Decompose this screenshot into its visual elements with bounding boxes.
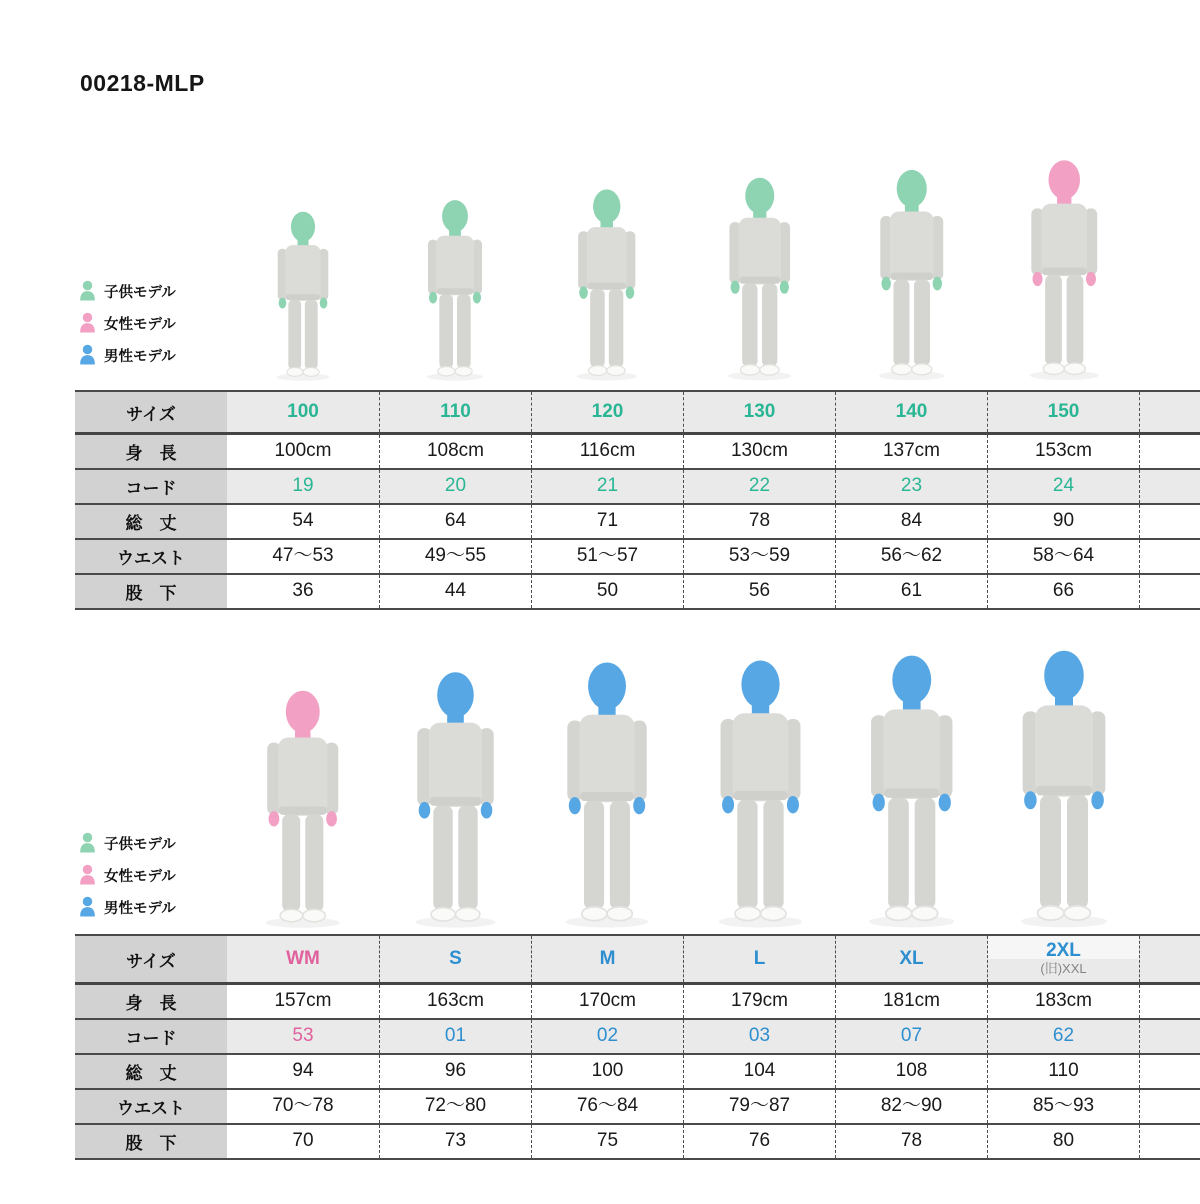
- cell-inseam-150: 66: [987, 575, 1139, 608]
- cell-code-150: 24: [987, 470, 1139, 503]
- cell-waist-L: 79〜87: [683, 1090, 835, 1123]
- size-value: 140: [895, 400, 928, 422]
- person-icon: [78, 343, 97, 367]
- model-figure-L: [691, 653, 830, 931]
- cell-code-2XL: 62: [987, 1020, 1139, 1053]
- size-value: L: [753, 947, 766, 969]
- person-icon: [78, 895, 97, 919]
- row-label-length: 総 丈: [75, 1055, 227, 1088]
- cell-size-M: [531, 936, 683, 982]
- model-figure-S: [389, 665, 522, 931]
- table-filler-cell: [1139, 985, 1200, 1018]
- cell-code-110: 20: [379, 470, 531, 503]
- cell-height-110: 108cm: [379, 435, 531, 468]
- person-icon: [78, 311, 97, 335]
- cell-size-2XL: [987, 936, 1139, 982]
- model-figure-M: [538, 655, 676, 931]
- person-icon: [78, 863, 97, 887]
- cell-code-140: 23: [835, 470, 987, 503]
- cell-size-140: [835, 392, 987, 432]
- cell-size-L: [683, 936, 835, 982]
- table-row-waist: [75, 540, 1200, 575]
- cell-size-150: [987, 392, 1139, 432]
- table-filler-cell: [1139, 575, 1200, 608]
- legend-label: 子供モデル: [104, 284, 176, 301]
- table-filler-cell: [1139, 470, 1200, 503]
- product-code: 00218-MLP: [80, 70, 205, 96]
- cell-waist-150: 58〜64: [987, 540, 1139, 573]
- cell-code-L: 03: [683, 1020, 835, 1053]
- cell-height-L: 179cm: [683, 985, 835, 1018]
- model-legend-adults: [78, 831, 176, 919]
- size-value: WM: [286, 947, 320, 969]
- table-filler-cell: [1139, 392, 1200, 432]
- cell-code-S: 01: [379, 1020, 531, 1053]
- person-silhouette: [707, 172, 813, 383]
- cell-height-XL: 181cm: [835, 985, 987, 1018]
- cell-height-100: 100cm: [227, 435, 379, 468]
- cell-inseam-WM: 70: [227, 1125, 379, 1158]
- legend-item-female: [78, 863, 176, 887]
- table-row-size: [75, 936, 1200, 985]
- model-legend-kids: [78, 279, 176, 367]
- person-silhouette: [1007, 154, 1122, 383]
- model-figure-130: [707, 172, 813, 383]
- cell-length-M: 100: [531, 1055, 683, 1088]
- cell-size-XL: [835, 936, 987, 982]
- legend-label: 男性モデル: [104, 348, 176, 365]
- model-figure-150: [1007, 154, 1122, 383]
- cell-inseam-XL: 78: [835, 1125, 987, 1158]
- cell-inseam-110: 44: [379, 575, 531, 608]
- cell-waist-100: 47〜53: [227, 540, 379, 573]
- cell-length-140: 84: [835, 505, 987, 538]
- cell-height-130: 130cm: [683, 435, 835, 468]
- cell-height-S: 163cm: [379, 985, 531, 1018]
- table-filler-cell: [1139, 540, 1200, 573]
- row-label-waist: ウエスト: [75, 1090, 227, 1123]
- person-icon: [78, 279, 97, 303]
- cell-inseam-140: 61: [835, 575, 987, 608]
- cell-length-XL: 108: [835, 1055, 987, 1088]
- size-value: M: [599, 947, 616, 969]
- model-figure-WM: [241, 684, 365, 931]
- cell-length-120: 71: [531, 505, 683, 538]
- cell-code-WM: 53: [227, 1020, 379, 1053]
- person-silhouette: [857, 164, 967, 383]
- legend-item-male: [78, 895, 176, 919]
- cell-length-L: 104: [683, 1055, 835, 1088]
- cell-size-110: [379, 392, 531, 432]
- row-label-size: サイズ: [75, 936, 227, 982]
- cell-length-150: 90: [987, 505, 1139, 538]
- table-row-code: [75, 470, 1200, 505]
- legend-label: 女性モデル: [104, 316, 176, 333]
- cell-length-100: 54: [227, 505, 379, 538]
- size-value: 130: [743, 400, 776, 422]
- table-row-length: [75, 505, 1200, 540]
- size-value: 110: [440, 400, 471, 422]
- cell-inseam-M: 75: [531, 1125, 683, 1158]
- cell-height-140: 137cm: [835, 435, 987, 468]
- table-filler-cell: [1139, 505, 1200, 538]
- model-figure-XL: [841, 648, 983, 931]
- cell-waist-M: 76〜84: [531, 1090, 683, 1123]
- size-value: XL: [899, 947, 924, 969]
- cell-code-100: 19: [227, 470, 379, 503]
- person-silhouette: [408, 195, 502, 383]
- kids-size-table: [75, 390, 1200, 610]
- cell-length-110: 64: [379, 505, 531, 538]
- row-label-waist: ウエスト: [75, 540, 227, 573]
- table-filler-cell: [1139, 435, 1200, 468]
- table-filler-cell: [1139, 936, 1200, 982]
- cell-size-120: [531, 392, 683, 432]
- size-value: 100: [287, 400, 319, 422]
- person-silhouette: [841, 648, 983, 931]
- size-value: 120: [591, 400, 624, 422]
- person-silhouette: [259, 207, 347, 383]
- cell-waist-110: 49〜55: [379, 540, 531, 573]
- row-label-code: コード: [75, 470, 227, 503]
- cell-size-S: [379, 936, 531, 982]
- table-row-height: [75, 435, 1200, 470]
- cell-length-130: 78: [683, 505, 835, 538]
- size-value: 2XL: [1046, 940, 1081, 962]
- cell-waist-XL: 82〜90: [835, 1090, 987, 1123]
- cell-size-100: [227, 392, 379, 432]
- model-figure-2XL: [992, 643, 1136, 931]
- table-row-height: [75, 985, 1200, 1020]
- model-figure-120: [557, 184, 657, 383]
- legend-label: 子供モデル: [104, 836, 176, 853]
- cell-height-120: 116cm: [531, 435, 683, 468]
- legend-item-child: [78, 831, 176, 855]
- cell-height-2XL: 183cm: [987, 985, 1139, 1018]
- cell-code-XL: 07: [835, 1020, 987, 1053]
- size-value: S: [449, 947, 462, 969]
- cell-waist-WM: 70〜78: [227, 1090, 379, 1123]
- cell-inseam-100: 36: [227, 575, 379, 608]
- cell-code-M: 02: [531, 1020, 683, 1053]
- cell-waist-2XL: 85〜93: [987, 1090, 1139, 1123]
- table-row-waist: [75, 1090, 1200, 1125]
- table-filler-cell: [1139, 1020, 1200, 1053]
- cell-waist-120: 51〜57: [531, 540, 683, 573]
- cell-code-130: 22: [683, 470, 835, 503]
- cell-inseam-L: 76: [683, 1125, 835, 1158]
- cell-inseam-130: 56: [683, 575, 835, 608]
- row-label-inseam: 股 下: [75, 575, 227, 608]
- person-silhouette: [992, 643, 1136, 931]
- row-label-height: 身 長: [75, 985, 227, 1018]
- legend-item-child: [78, 279, 176, 303]
- person-silhouette: [538, 655, 676, 931]
- size-legacy-name: (旧)XXL: [1040, 961, 1087, 977]
- person-silhouette: [389, 665, 522, 931]
- cell-height-M: 170cm: [531, 985, 683, 1018]
- row-label-size: サイズ: [75, 392, 227, 432]
- cell-waist-130: 53〜59: [683, 540, 835, 573]
- person-silhouette: [691, 653, 830, 931]
- legend-label: 男性モデル: [104, 900, 176, 917]
- cell-waist-140: 56〜62: [835, 540, 987, 573]
- model-figure-100: [259, 207, 347, 383]
- table-filler-cell: [1139, 1090, 1200, 1123]
- adult-size-table: [75, 934, 1200, 1160]
- cell-code-120: 21: [531, 470, 683, 503]
- cell-size-WM: [227, 936, 379, 982]
- cell-inseam-S: 73: [379, 1125, 531, 1158]
- model-figure-110: [408, 195, 502, 383]
- table-row-size: [75, 392, 1200, 435]
- legend-item-male: [78, 343, 176, 367]
- table-row-code: [75, 1020, 1200, 1055]
- table-filler-cell: [1139, 1125, 1200, 1158]
- cell-height-150: 153cm: [987, 435, 1139, 468]
- row-label-height: 身 長: [75, 435, 227, 468]
- cell-inseam-120: 50: [531, 575, 683, 608]
- table-filler-cell: [1139, 1055, 1200, 1088]
- model-figure-140: [857, 164, 967, 383]
- cell-length-WM: 94: [227, 1055, 379, 1088]
- cell-inseam-2XL: 80: [987, 1125, 1139, 1158]
- table-row-length: [75, 1055, 1200, 1090]
- cell-size-130: [683, 392, 835, 432]
- cell-waist-S: 72〜80: [379, 1090, 531, 1123]
- row-label-inseam: 股 下: [75, 1125, 227, 1158]
- cell-length-S: 96: [379, 1055, 531, 1088]
- size-value: 150: [1047, 400, 1080, 422]
- row-label-length: 総 丈: [75, 505, 227, 538]
- person-silhouette: [241, 684, 365, 931]
- table-row-inseam: [75, 575, 1200, 610]
- table-row-inseam: [75, 1125, 1200, 1160]
- row-label-code: コード: [75, 1020, 227, 1053]
- person-silhouette: [557, 184, 657, 383]
- legend-label: 女性モデル: [104, 868, 176, 885]
- cell-height-WM: 157cm: [227, 985, 379, 1018]
- legend-item-female: [78, 311, 176, 335]
- person-icon: [78, 831, 97, 855]
- cell-length-2XL: 110: [987, 1055, 1139, 1088]
